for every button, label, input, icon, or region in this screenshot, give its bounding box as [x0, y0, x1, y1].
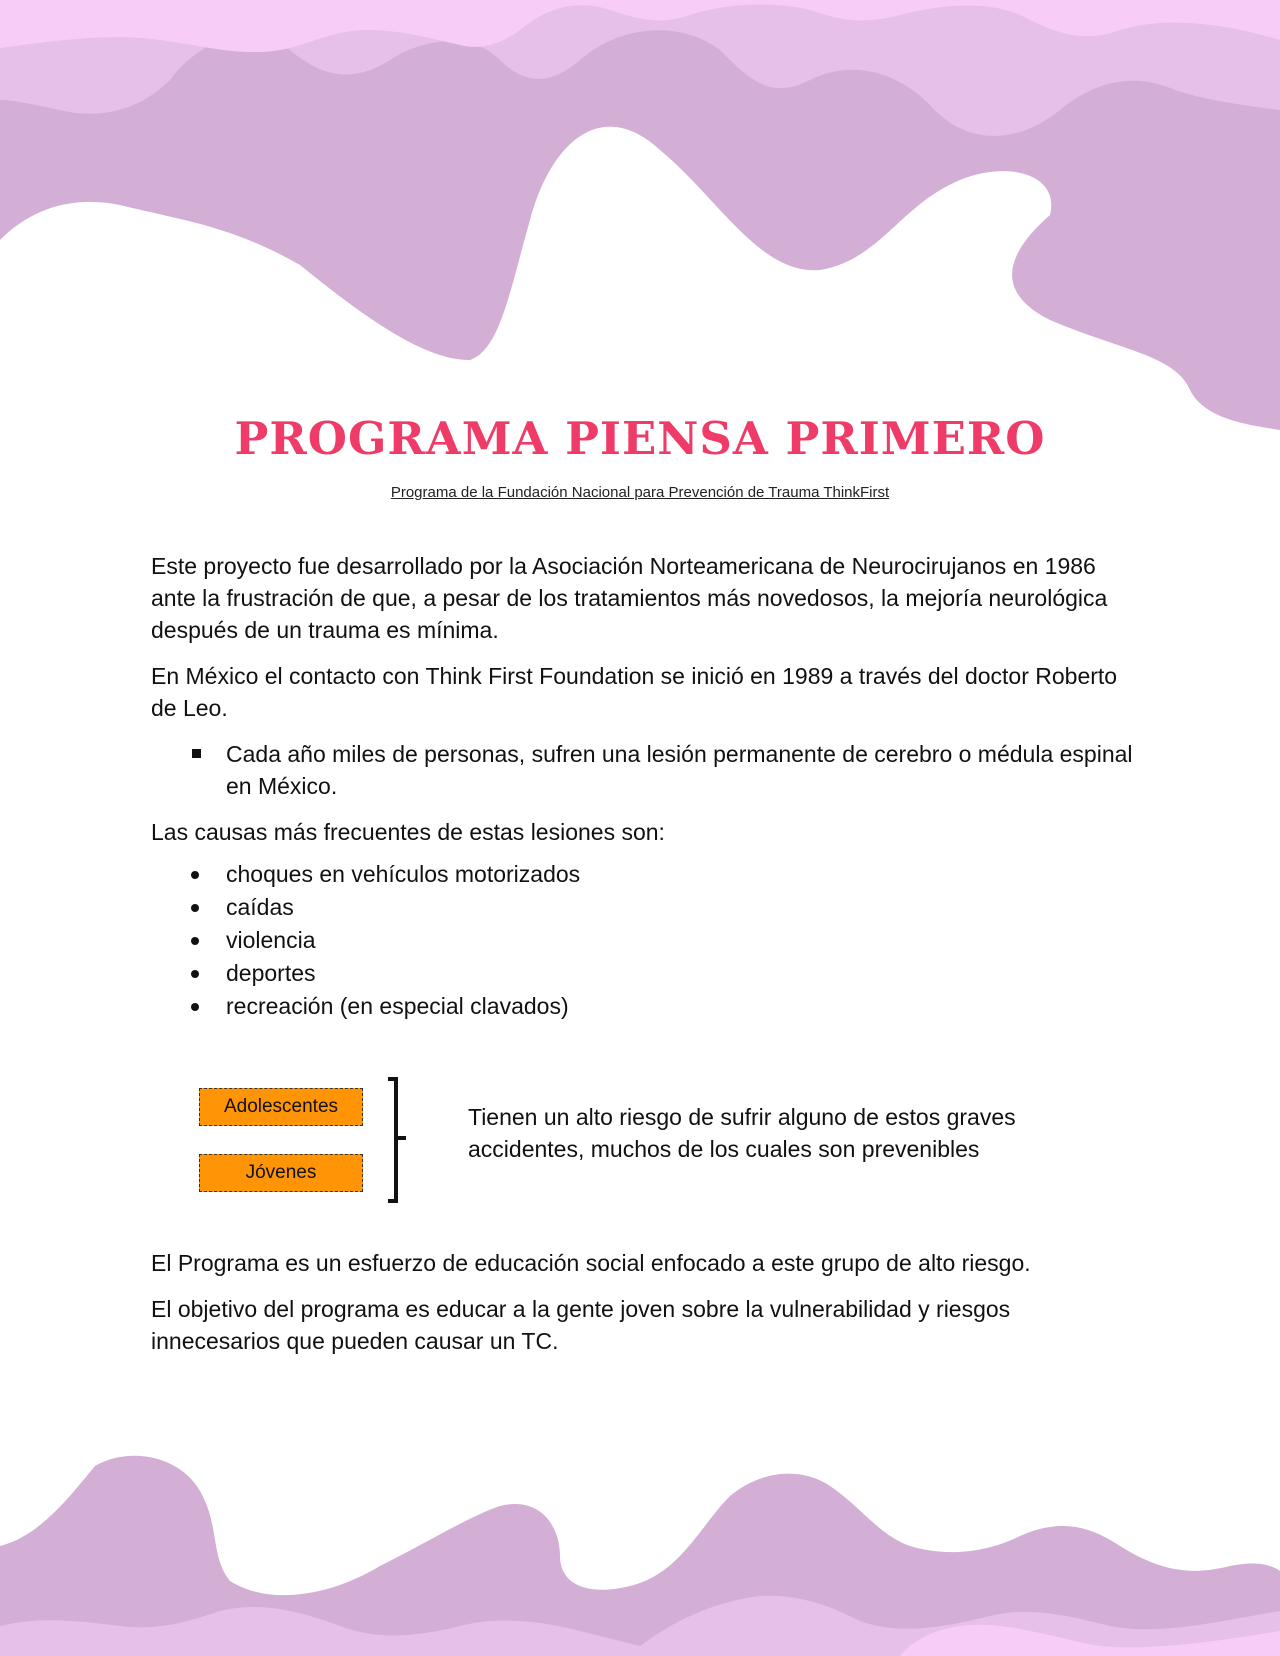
square-bullet-icon: [192, 749, 201, 758]
group-tag-adolescentes: Adolescentes: [199, 1088, 363, 1126]
list-item: [151, 738, 1141, 802]
mexico-paragraph: En México el contacto con Think First Foundation se inició en 1989 a través del doctor Roberto de Leo.: [151, 663, 1118, 721]
closing-content: [151, 1247, 1141, 1371]
cause-text: caídas: [226, 894, 294, 920]
risk-description: Tienen un alto riesgo de sufrir alguno de estos graves accidentes, muchos de los cuales son prevenibles: [468, 1104, 1016, 1162]
right-brace-icon: [382, 1076, 412, 1204]
top-wave-decoration: [0, 0, 1280, 440]
list-item: [151, 891, 1141, 924]
list-item: [151, 858, 1141, 891]
objective-paragraph: El objetivo del programa es educar a la gente joven sobre la vulnerabilidad y riesgos innecesarios que pueden causar un TC.: [151, 1296, 1011, 1354]
page-subtitle: Programa de la Fundación Nacional para Prevención de Trauma ThinkFirst: [390, 484, 890, 501]
bottom-wave-decoration: [0, 1446, 1280, 1656]
page-title: PROGRAMA PIENSA PRIMERO: [234, 412, 1046, 465]
list-item: [151, 990, 1141, 1023]
cause-text: violencia: [226, 927, 316, 953]
cause-text: deportes: [226, 960, 316, 986]
bullet-icon: [191, 1003, 199, 1011]
list-item: [151, 924, 1141, 957]
cause-text: recreación (en especial clavados): [226, 993, 569, 1019]
list-item: [151, 957, 1141, 990]
highlight-list: [151, 738, 1141, 802]
causes-intro: Las causas más frecuentes de estas lesiones son:: [151, 819, 665, 845]
program-paragraph: El Programa es un esfuerzo de educación social enfocado a este grupo de alto riesgo.: [151, 1250, 1031, 1276]
group-tag-jovenes: Jóvenes: [199, 1154, 363, 1192]
intro-paragraph: Este proyecto fue desarrollado por la Asociación Norteamericana de Neurocirujanos en 1986 ante la frustración de que, a pesar de los tratamientos más novedosos, la mejoría neurológica después de un trauma es mínima.: [151, 553, 1108, 643]
cause-text: choques en vehículos motorizados: [226, 861, 581, 887]
highlight-text: Cada año miles de personas, sufren una lesión permanente de cerebro o médula espinal en México.: [226, 741, 1133, 799]
bullet-icon: [191, 937, 199, 945]
main-content: [151, 550, 1141, 1023]
bullet-icon: [191, 904, 199, 912]
bullet-icon: [191, 871, 199, 879]
causes-list: [151, 858, 1141, 1023]
bullet-icon: [191, 970, 199, 978]
